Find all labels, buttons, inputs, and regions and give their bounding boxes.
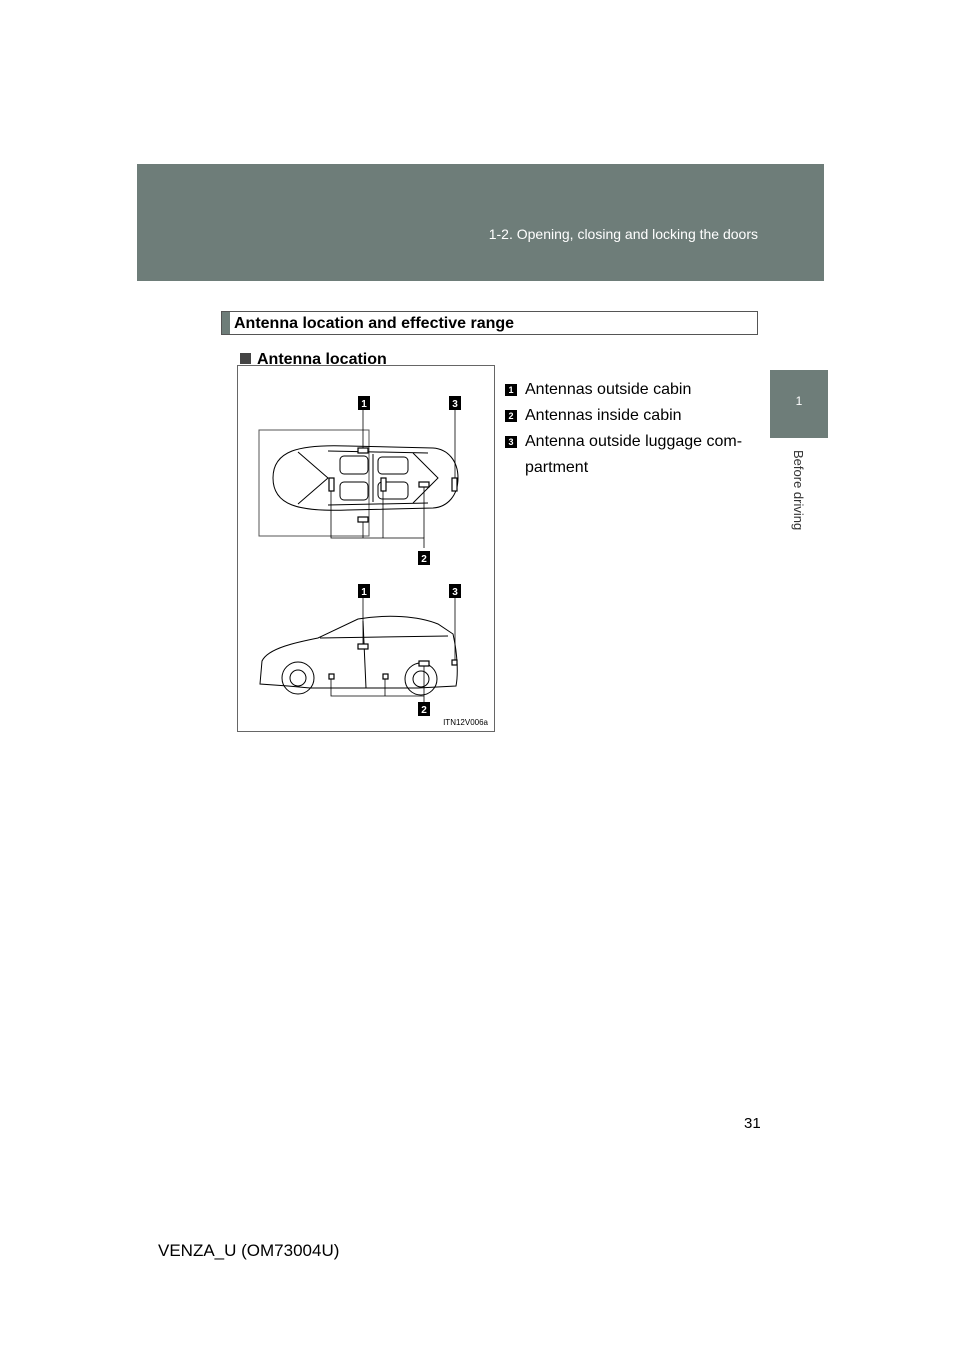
callout-badge: 3 [505,436,517,448]
chapter-number: 1 [795,394,803,408]
svg-text:2: 2 [421,554,427,565]
car-side-view [260,616,457,695]
svg-text:3: 3 [452,399,458,410]
antenna-marks-top [329,448,457,522]
antenna-location-figure [237,365,495,732]
svg-text:2: 2 [421,705,427,716]
chapter-tab [770,370,828,438]
legend-item: 3 Antenna outside luggage com- [505,430,765,454]
car-diagram [238,366,494,731]
legend-item: 1 Antennas outside cabin [505,378,765,402]
rear-wheel [405,663,437,695]
antenna-marks-side [329,644,457,679]
chapter-label: Before driving [791,450,806,531]
svg-text:1: 1 [361,587,367,598]
section-title-bar [221,311,758,335]
leader-lines-side [331,598,455,702]
rear-window [413,453,438,503]
car-body-outline [273,446,458,511]
svg-text:1: 1 [361,399,367,410]
callout-badge: 1 [505,384,517,396]
front-wheel [282,662,314,694]
subsection-heading: Antenna location [240,351,387,369]
legend-item: 2 Antennas inside cabin [505,404,765,428]
header-title: 1-2. Opening, closing and locking the doors [488,226,758,242]
legend-item-continued: partment [525,459,589,476]
windshield [298,452,328,504]
legend [505,378,765,482]
callout-badge: 2 [505,410,517,422]
page-number: 31 [744,1115,761,1132]
figure-code: ITN12V006a [443,718,488,727]
footer-model-code: VENZA_U (OM73004U) [158,1241,340,1260]
square-bullet-icon [240,353,251,364]
header-band [137,164,824,281]
section-title: Antenna location and effective range [234,315,515,332]
svg-text:3: 3 [452,587,458,598]
